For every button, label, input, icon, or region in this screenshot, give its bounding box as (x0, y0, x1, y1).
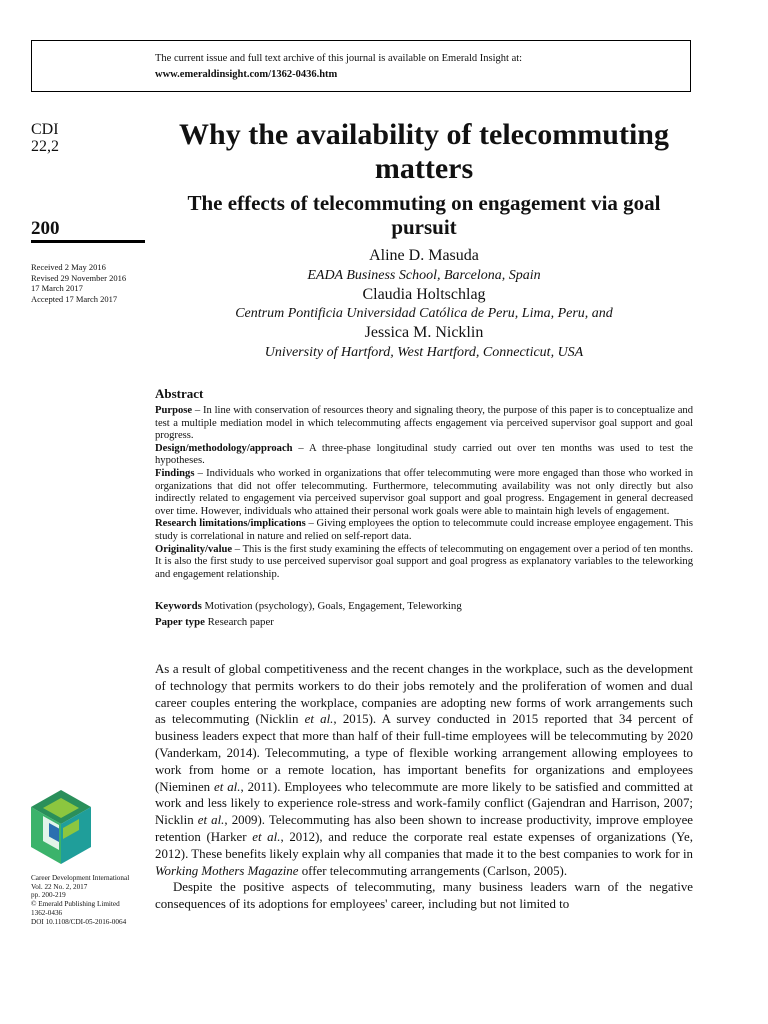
date-line: Accepted 17 March 2017 (31, 293, 118, 304)
citation-line: © Emerald Publishing Limited (31, 900, 120, 909)
article-title: Why the availability of telecommuting matters (179, 118, 669, 185)
citation-line: pp. 200-219 (31, 891, 66, 900)
section-text: This is the first study examining the effects of telecommuting on engagement over a period of ten months. It is also the first study to use perceived supervisor goal support and goal progress as explanatory variables to the teleworking and engagement relationship. (155, 543, 693, 580)
section-text: Individuals who worked in organizations that offer telecommuting were more engaged than those who worked in organizations that did not offer telecommuting. Furthermore, telecommuting availability was not only directly but also indirectly related to engagement via perceived supervisor goal support and goal progress. Engagement in general decreased over time. However, individuals who attained their personal work goals were able to maintain high levels of engagement. (155, 467, 693, 517)
author-name: Aline D. Masuda (369, 247, 479, 264)
journal-banner (31, 40, 691, 92)
citation-line: Vol. 22 No. 2, 2017 (31, 882, 88, 891)
paper-type (155, 616, 274, 628)
citation-line: DOI 10.1108/CDI-05-2016-0064 (31, 917, 127, 926)
author-list (155, 246, 693, 362)
keywords (155, 600, 462, 612)
author-name: Claudia Holtschlag (362, 285, 486, 303)
paper-type-label: Paper type (155, 616, 205, 628)
date-line: 17 March 2017 (31, 283, 83, 293)
section-text: A three-phase longitudinal study carried out over ten months was used to test the hypotheses. (155, 442, 693, 467)
abstract-section: Design/methodology/approach – A three-phase longitudinal study carried out over ten months was used to test the hypotheses. (155, 442, 693, 467)
abstract-heading: Abstract (155, 386, 204, 401)
author-affiliation: EADA Business School, Barcelona, Spain (307, 267, 541, 283)
abstract-section: Originality/value – This is the first study examining the effects of telecommuting on engagement over a period of ten months. It is also the first study to use perceived supervisor goal support and goal progress as explanatory variables to the teleworking and engagement relationship. (155, 543, 693, 580)
abstract-section: Purpose – In line with conservation of resources theory and signaling theory, the purpose of this paper is to conceptualize and test a multiple mediation model in which telecommuting affects engagement via perceived supervisor goal support and goal progress. (155, 405, 693, 442)
author-affiliation: Centrum Pontificia Universidad Católica de Peru, Lima, Peru, and (235, 306, 613, 321)
paragraph: Despite the positive aspects of telecommuting, many business leaders warn of the negative consequences of its adoptions for employees' career, including but not limited to (155, 880, 693, 912)
date-line: Revised 29 November 2016 (31, 272, 127, 283)
abstract-body (155, 405, 693, 581)
journal-abbrev: CDI (31, 121, 59, 138)
banner-url[interactable]: www.emeraldinsight.com/1362-0436.htm (155, 69, 338, 80)
section-label: Purpose (155, 405, 193, 416)
author-name: Jessica M. Nicklin (364, 324, 484, 341)
section-label: Research limitations/implications (155, 518, 306, 530)
divider (31, 240, 145, 243)
section-label: Design/methodology/approach (155, 442, 293, 454)
abstract-section: Findings – Individuals who worked in organizations that offer telecommuting were more engaged than those who worked in organizations that did not offer telecommuting. Furthermore, telecommuting availability was not only directly but also indirectly related to engagement via perceived supervisor goal support and goal progress. Engagement in general decreased over time. However, individuals who attained their personal work goals were able to maintain high levels of engagement. (155, 467, 693, 517)
abstract-section: Research limitations/implications – Giving employees the option to telecommute could increase employee engagement. This study is correlational in nature and relied on self-report data. (155, 518, 694, 542)
page-number: 200 (31, 218, 60, 239)
author-affiliation: University of Hartford, West Hartford, Connecticut, USA (264, 344, 584, 360)
received-dates (31, 262, 126, 304)
paper-type-text: Research paper (207, 616, 274, 628)
citation-block (31, 874, 129, 926)
section-label: Findings (155, 467, 195, 479)
journal-id (31, 121, 59, 155)
section-text: Giving employees the option to telecommute could increase employee engagement. This study is correlational in nature and relied on self-report data. (155, 518, 694, 542)
body-text (155, 661, 693, 913)
section-text: In line with conservation of resources theory and signaling theory, the purpose of this paper is to conceptualize and test a multiple mediation model in which telecommuting affects engagement via perceived supervisor goal support and goal progress. (155, 405, 693, 442)
date-line: Received 2 May 2016 (31, 262, 106, 272)
section-label: Originality/value (155, 543, 233, 555)
keywords-label: Keywords (155, 600, 202, 612)
keywords-text: Motivation (psychology), Goals, Engagement, Teleworking (204, 600, 462, 612)
citation-line: 1362-0436 (31, 908, 63, 917)
emerald-logo-icon (29, 790, 93, 864)
paragraph: As a result of global competitiveness and the recent changes in the workplace, such as the development of technology that permits workers to do their jobs remotely and the proliferation of women and dual career couples entering the workplace, companies are adopting new forms of work arrangements such as telecommuting (Nicklin et al., 2015). A survey conducted in 2015 reported that 34 percent of business leaders expect that more than half of their full-time employees will be telecommuting by 2020 (Vanderkam, 2014). Telecommuting, a type of flexible working arrangement allowing employees to work from home or a remote location, has important benefits for organizations and employees (Nieminen et al., 2011). Employees who telecommute are more likely to be satisfied and committed at work and less likely to experience role-stress and work-family conflict (Gajendran and Harrison, 2007; Nicklin et al., 2009). Telecommuting has also been shown to increase productivity, improve employee retention (Harker et al., 2012), and reduce the corporate real estate expenses of organizations (Ye, 2012). These benefits likely explain why all companies that made it to the best companies to work for in Working Mothers Magazine offer telecommuting arrangements (Carlson, 2005). (155, 662, 694, 878)
article-subtitle: The effects of telecommuting on engagement via goal pursuit (187, 191, 661, 239)
journal-volume: 22,2 (31, 138, 59, 155)
citation-line: Career Development International (31, 874, 130, 882)
banner-text: The current issue and full text archive of this journal is available on Emerald Insight at: (155, 53, 523, 64)
